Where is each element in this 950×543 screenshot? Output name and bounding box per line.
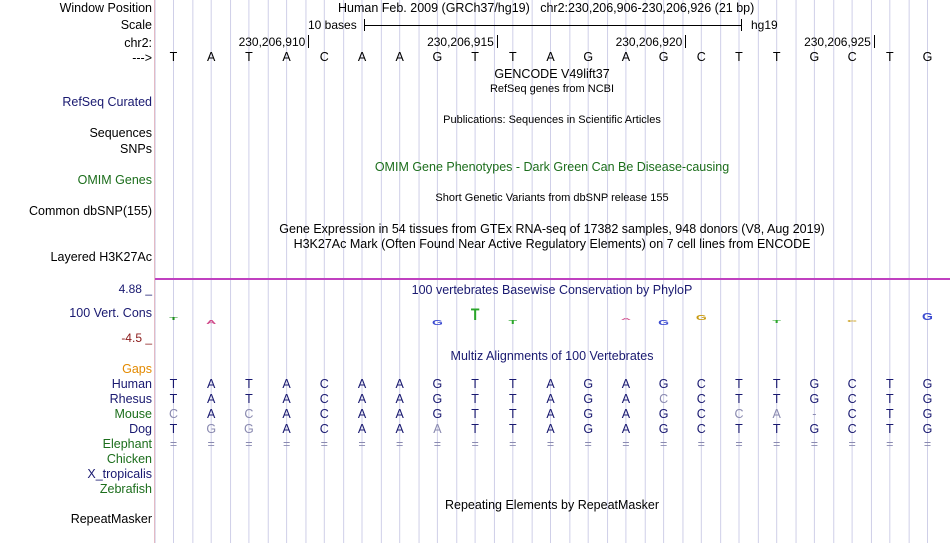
alignment-base: G [206,422,217,436]
alignment-base: G [658,377,669,391]
alignment-base: = [546,437,555,451]
species-label[interactable]: Mouse [114,407,152,421]
phylop-track-title[interactable]: 100 vertebrates Basewise Conservation by PhyloP [411,283,693,297]
alignment-base: C [734,407,744,421]
coordinate-label: 230,206,915 [427,35,494,49]
alignment-base: T [772,392,781,406]
alignment-base: A [621,422,631,436]
conservation-glyph: T [470,305,480,325]
conservation-glyph: G [695,314,707,322]
alignment-base: T [508,392,517,406]
sequence-base: T [471,50,479,64]
alignment-base: A [433,422,442,436]
sequence-base: T [508,50,517,64]
alignment-base: C [319,422,329,436]
alignment-base: T [772,377,781,391]
alignment-base: A [546,422,555,436]
alignment-base: G [244,422,254,436]
alignment-base: = [320,437,328,451]
window-position-label: Window Position [59,1,152,15]
repeatmasker-track-title[interactable]: Repeating Elements by RepeatMasker [444,498,660,512]
alignment-base: A [772,407,781,421]
alignment-base: G [583,422,594,436]
alignment-base: T [508,407,517,421]
alignment-base: T [471,422,479,436]
sequence-base: C [319,50,329,64]
dbsnp-track-title[interactable]: Short Genetic Variants from dbSNP release 155 [435,192,669,204]
species-label[interactable]: Elephant [102,437,152,451]
alignment-base: T [772,422,781,436]
sequence-base: A [546,50,555,64]
conservation-glyph: A [620,317,631,321]
conservation-glyph: T [508,319,518,326]
sequences-track-label[interactable]: Sequences [89,126,152,140]
alignment-base: T [508,422,517,436]
alignment-base: C [847,392,857,406]
alignment-base: C [659,392,669,406]
alignment-base: = [433,437,442,451]
alignment-base: C [319,377,329,391]
alignment-base: A [395,407,404,421]
alignment-base: C [319,392,329,406]
alignment-base: T [885,392,894,406]
alignment-base: T [735,392,743,406]
conservation-glyph: C [847,319,858,323]
alignment-base: A [621,392,631,406]
sequence-base: A [621,50,631,64]
cons-max-label: 4.88 _ [118,282,152,296]
h3k27ac-signal-line [155,278,950,280]
gaps-track-label[interactable]: Gaps [122,362,152,376]
multiz-track-title[interactable]: Multiz Alignments of 100 Vertebrates [450,349,654,363]
alignment-base: G [809,422,820,436]
refseq-track-label[interactable]: RefSeq Curated [62,95,152,109]
snps-track-label[interactable]: SNPs [120,142,152,156]
alignment-base: T [169,377,178,391]
conservation-glyph: G [922,311,933,323]
alignment-base: G [922,392,933,406]
gencode-track-title[interactable]: GENCODE V49lift37 [494,67,610,81]
db-name: hg19 [751,18,778,32]
coordinate-tick [874,35,875,48]
coordinate-label: 230,206,925 [804,35,871,49]
omim-track-title[interactable]: OMIM Gene Phenotypes - Dark Green Can Be Disease-causing [374,160,730,174]
alignment-base: A [395,422,404,436]
alignment-base: A [282,422,291,436]
alignment-base: A [546,407,555,421]
alignment-base: G [809,392,820,406]
alignment-base: T [735,377,743,391]
alignment-base: A [395,377,404,391]
alignment-base: C [319,407,329,421]
cons-min-label: -4.5 _ [121,331,152,345]
alignment-base: C [696,392,706,406]
assembly-name: Human Feb. 2009 (GRCh37/hg19) [338,1,530,15]
sequence-base: A [207,50,216,64]
alignment-base: G [809,377,820,391]
sequence-base: A [357,50,367,64]
alignment-base: A [207,392,216,406]
alignment-base: A [282,407,291,421]
alignment-base: C [847,407,857,421]
sequence-base: T [169,50,178,64]
coordinate-tick [308,35,309,48]
alignment-base: G [922,407,933,421]
alignment-base: G [658,422,669,436]
alignment-base: A [357,422,367,436]
alignment-base: A [546,377,555,391]
alignment-base: T [471,377,479,391]
alignment-base: = [169,437,178,451]
alignment-base: G [583,377,594,391]
alignment-base: T [735,422,743,436]
alignment-base: = [697,437,705,451]
alignment-base: G [432,407,443,421]
alignment-base: C [244,407,254,421]
sequence-base: T [735,50,743,64]
alignment-base: T [169,422,178,436]
alignment-base: C [168,407,179,421]
sequence-base: C [696,50,706,64]
scale-bar-right-cap [741,19,742,31]
alignment-base: = [886,437,894,451]
alignment-base: = [773,437,781,451]
alignment-base: A [282,377,291,391]
alignment-base: = [659,437,668,451]
alignment-base: = [810,437,819,451]
sequence-base: T [245,50,253,64]
alignment-base: G [432,392,443,406]
sequence-base: G [922,50,933,64]
alignment-base: T [245,392,253,406]
alignment-base: = [509,437,517,451]
conservation-glyph: T [772,319,781,325]
gtex-track-title[interactable]: Gene Expression in 54 tissues from GTEx RNA-seq of 17382 samples, 948 donors (V8, Aug 2019) [279,222,825,236]
species-label[interactable]: Rhesus [109,392,152,406]
scale-bar [364,25,741,26]
coordinate-tick [685,35,686,48]
alignment-base: T [885,407,894,421]
sequence-base: T [772,50,781,64]
omim-track-label[interactable]: OMIM Genes [77,173,152,187]
sequence-base: G [432,50,443,64]
alignment-base: A [621,407,631,421]
publications-track-title[interactable]: Publications: Sequences in Scientific Articles [443,114,661,126]
alignment-base: = [245,437,253,451]
alignment-base: = [584,437,592,451]
alignment-base: = [735,437,743,451]
dbsnp-track-label[interactable]: Common dbSNP(155) [29,204,152,218]
chrom-label: chr2: [124,36,152,50]
species-label[interactable]: Chicken [106,452,152,466]
refseq-track-subtitle: RefSeq genes from NCBI [489,83,615,95]
alignment-base: - [812,407,817,421]
alignment-base: G [922,377,933,391]
alignment-base: T [885,422,894,436]
position-readout [338,1,754,15]
sequence-base: A [395,50,404,64]
alignment-base: = [207,437,215,451]
alignment-base: A [282,392,291,406]
alignment-base: C [696,377,706,391]
repeatmasker-track-label[interactable]: RepeatMasker [70,512,152,526]
alignment-base: G [583,392,594,406]
species-label[interactable]: X_tropicalis [87,467,152,481]
conservation-glyph: G [658,319,670,327]
coordinate-tick [497,35,498,48]
coordinate-label: 230,206,910 [238,35,306,49]
alignment-base: A [395,392,404,406]
alignment-base: G [658,407,669,421]
strand-arrow-label: ---> [132,51,152,65]
sequence-base: C [847,50,857,64]
conservation-logo [155,296,950,346]
alignment-base: G [432,377,443,391]
alignment-base: = [396,437,404,451]
alignment-base: = [622,437,630,451]
alignment-base: T [885,377,894,391]
alignment-base: T [471,407,479,421]
position-range: chr2:230,206,906-230,206,926 (21 bp) [540,1,755,15]
conservation-glyph: T [169,316,178,322]
alignment-base: A [357,392,367,406]
scale-text: 10 bases [308,18,357,32]
species-label[interactable]: Dog [129,422,152,436]
h3k27ac-track-label[interactable]: Layered H3K27Ac [50,250,152,264]
alignment-base: = [923,437,932,451]
conservation-glyph: A [206,319,217,326]
alignment-base: A [621,377,631,391]
species-label[interactable]: Zebrafish [99,482,152,496]
alignment-base: A [357,407,367,421]
alignment-base: A [357,377,367,391]
alignment-base: = [848,437,856,451]
alignment-base: T [169,392,178,406]
alignment-base: T [471,392,479,406]
alignment-base: C [696,407,706,421]
h3k27ac-track-title[interactable]: H3K27Ac Mark (Often Found Near Active Regulatory Elements) on 7 cell lines from ENCODE [293,237,811,251]
species-label[interactable]: Human [111,377,152,391]
sequence-base: A [282,50,291,64]
alignment-base: = [282,437,291,451]
sequence-base: G [583,50,594,64]
sequence-base: G [809,50,820,64]
alignment-base: A [207,377,216,391]
alignment-base: A [207,407,216,421]
sequence-base: G [658,50,669,64]
cons-track-label[interactable]: 100 Vert. Cons [69,306,152,320]
alignment-base: C [847,377,857,391]
alignment-base: = [471,437,479,451]
scale-label: Scale [120,18,152,32]
alignment-base: T [508,377,517,391]
alignment-base: A [546,392,555,406]
coordinate-label: 230,206,920 [615,35,683,49]
alignment-base: C [847,422,857,436]
alignment-base: T [245,377,253,391]
alignment-base: G [583,407,594,421]
alignment-base: G [922,422,933,436]
conservation-glyph: G [431,319,443,327]
alignment-base: C [696,422,706,436]
alignment-base: = [358,437,366,451]
sequence-base: T [885,50,894,64]
